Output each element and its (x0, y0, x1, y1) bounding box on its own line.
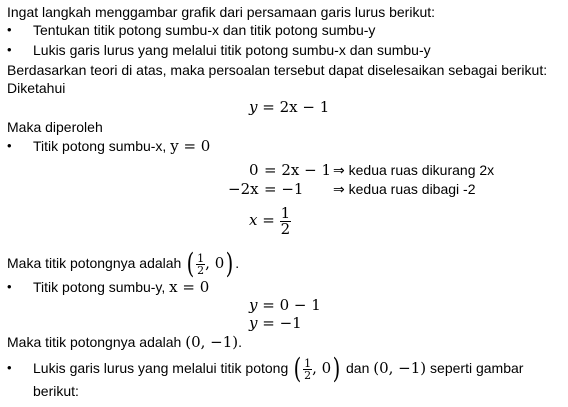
y-row2-lhs: y (249, 314, 258, 332)
step-2-text: Lukis garis lurus yang melalui titik potong sumbu-x dan sumbu-y (33, 42, 431, 58)
x-row3-den: 2 (280, 219, 291, 238)
y-row1-rhs: = 0 − 1 (262, 296, 321, 314)
x-result-den: 2 (197, 263, 205, 277)
given-equation (249, 98, 329, 116)
y-result-point: (0, −1) (185, 333, 239, 351)
x-result-num: 1 (197, 251, 205, 265)
x-row1-note: ⇒ kedua ruas dikurang 2x (333, 162, 495, 178)
obtained-label: Maka diperoleh (7, 119, 103, 135)
final-step-line1 (33, 352, 524, 386)
y-intercept-condition: x = 0 (169, 278, 210, 296)
x-row3-lhs: x (249, 211, 258, 229)
y-row2-rhs: = −1 (262, 314, 302, 332)
left-paren: ( (186, 247, 195, 281)
given-lhs: y (249, 98, 258, 116)
y-intercept-heading (33, 278, 209, 296)
final-point2: (0, −1) (373, 359, 427, 377)
x-row2-note: ⇒ kedua ruas dibagi -2 (333, 181, 476, 197)
final-prefix: Lukis garis lurus yang melalui titik potong (33, 360, 293, 376)
x-intercept-condition: y = 0 (170, 137, 211, 155)
bullet-mark: • (7, 22, 12, 37)
x-result-end: . (235, 255, 240, 271)
bullet-mark: • (7, 42, 12, 57)
final-step-line2: berikut: (33, 383, 79, 399)
x-row1-rhs: = 2x − 1 (264, 161, 331, 179)
y-intercept-result (7, 333, 242, 351)
y-row1 (249, 296, 321, 314)
given-rhs: = 2x − 1 (262, 98, 330, 116)
final-den: 2 (304, 368, 312, 382)
step-1-text: Tentukan titik potong sumbu-x dan titik potong sumbu-y (33, 22, 376, 38)
bullet-mark: • (7, 279, 12, 294)
final-num: 1 (304, 356, 312, 370)
y-result-prefix: Maka titik potongnya adalah (7, 334, 186, 350)
bullet-mark: • (7, 138, 12, 153)
x-intercept-result (7, 247, 240, 281)
x-row3-fraction (280, 203, 292, 238)
x-intercept-heading (33, 137, 210, 155)
bullet-mark: • (7, 360, 12, 375)
x-result-fraction (196, 253, 205, 276)
right-paren: ) (332, 352, 341, 386)
x-result-tail: , 0 (205, 254, 225, 272)
y-row2 (249, 314, 302, 332)
final-mid: dan (342, 360, 374, 376)
x-intercept-label: Titik potong sumbu-x, (33, 138, 171, 154)
y-result-end: . (238, 334, 243, 350)
left-paren: ( (293, 352, 302, 386)
theory-text: Berdasarkan teori di atas, maka persoalan tersebut dapat diselesaikan sebagai berikut: (7, 62, 548, 78)
final-suffix: seperti gambar (426, 360, 524, 376)
x-row3 (249, 202, 291, 238)
intro-text: Ingat langkah menggambar grafik dari persamaan garis lurus berikut: (7, 4, 436, 20)
x-row2-lhs: −2x (228, 180, 259, 198)
y-row1-lhs: y (249, 296, 258, 314)
right-paren: ) (225, 247, 234, 281)
y-intercept-label: Titik potong sumbu-y, (33, 279, 170, 295)
final-fraction (303, 358, 312, 381)
x-row2-rhs: = −1 (264, 180, 304, 198)
x-row3-eq: = (262, 211, 275, 229)
given-label: Diketahui (7, 80, 66, 96)
final-tail: , 0 (312, 359, 332, 377)
x-row3-num: 1 (280, 203, 291, 222)
x-result-prefix: Maka titik potongnya adalah (7, 255, 186, 271)
x-row1-lhs: 0 (249, 161, 259, 179)
